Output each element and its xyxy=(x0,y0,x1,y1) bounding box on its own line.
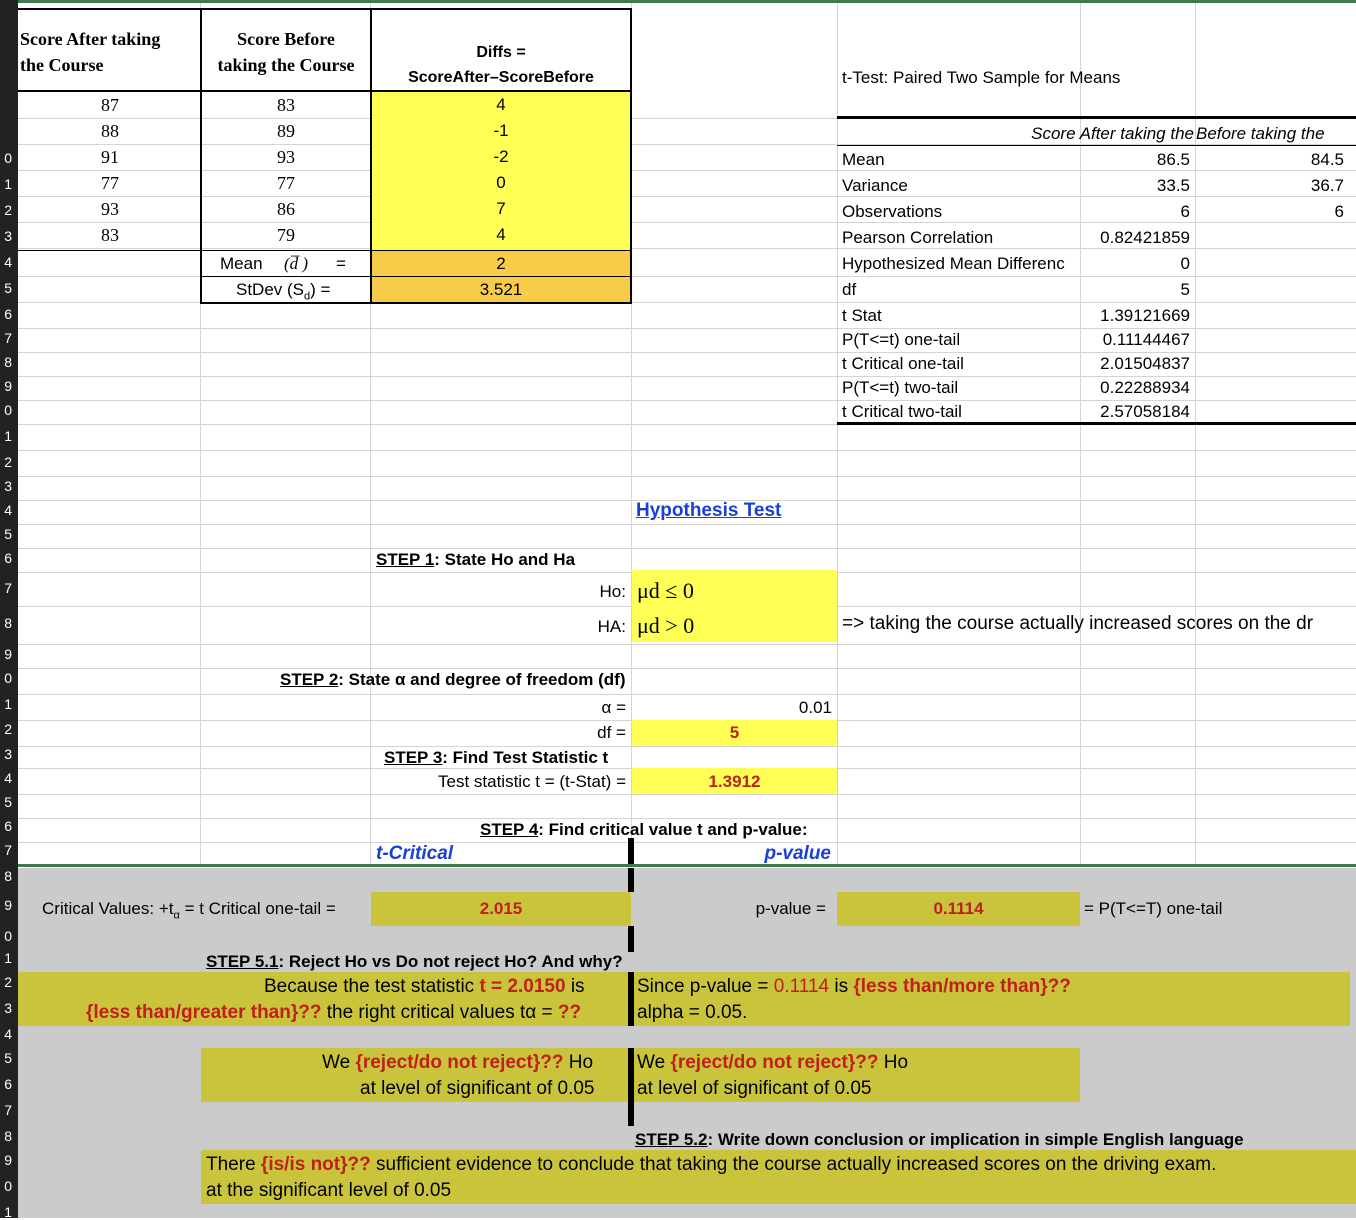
divider-seg-4 xyxy=(628,1048,634,1126)
row-number: 1 xyxy=(4,176,12,192)
divider-seg-1 xyxy=(628,868,634,892)
pval-label: p-value = xyxy=(755,899,826,918)
table-cell-diff: -2 xyxy=(493,147,509,166)
row-number: 8 xyxy=(4,1128,12,1144)
ttest-row-value1: 5 xyxy=(1180,280,1190,299)
ha-note: => taking the course actually increased scores on the dr xyxy=(842,613,1314,634)
row-number: 5 xyxy=(4,794,12,810)
tstat-label: Test statistic t = (t-Stat) = xyxy=(438,772,626,791)
row-number: 4 xyxy=(4,502,12,518)
ttest-row-label: P(T<=t) one-tail xyxy=(842,330,961,349)
ttest-row-value1: 33.5 xyxy=(1156,176,1190,195)
row-number: 6 xyxy=(4,550,12,566)
ttest-row-label: Variance xyxy=(842,176,908,195)
ttest-col1-header: Score After taking the xyxy=(1031,124,1194,143)
ho-label: Ho: xyxy=(599,582,626,601)
row-number: 2 xyxy=(4,974,12,990)
decision-right: We {reject/do not reject}?? Ho xyxy=(637,1052,909,1073)
decision-left: We {reject/do not reject}?? Ho xyxy=(322,1052,594,1073)
pval-note: = P(T<=T) one-tail xyxy=(1084,899,1223,918)
stdev-label: StDev $(S_d)$ = xyxy=(236,280,331,303)
since-line: Since p-value = 0.1114 is {less than/more than}?? xyxy=(637,976,1071,997)
row-number: 6 xyxy=(4,818,12,834)
ttest-row-value1: 2.01504837 xyxy=(1100,354,1190,373)
row-number: 8 xyxy=(4,354,12,370)
step51-heading: STEP 5.1: Reject Ho vs Do not reject Ho? And why? xyxy=(206,952,623,971)
table-cell-before: 79 xyxy=(277,225,295,245)
row-number: 2 xyxy=(4,454,12,470)
row-number: 4 xyxy=(4,254,12,270)
mean-eq: = xyxy=(336,254,346,273)
table-cell-diff: 4 xyxy=(496,95,506,114)
ttest-row-label: Hypothesized Mean Differenc xyxy=(842,254,1065,273)
row-number: 1 xyxy=(4,428,12,444)
ttest-row-value1: 1.39121669 xyxy=(1100,306,1190,325)
row-number: 7 xyxy=(4,1102,12,1118)
pvalue-heading: p-value xyxy=(764,843,831,864)
row-number: 0 xyxy=(4,1178,12,1194)
row-number: 8 xyxy=(4,615,12,631)
table-cell-after: 93 xyxy=(101,199,119,219)
table-summary-sep xyxy=(200,276,632,277)
step1-heading: STEP 1: State Ho and Ha xyxy=(376,550,576,569)
table-cell-diff: 4 xyxy=(496,225,506,244)
table-cell-after: 83 xyxy=(101,225,119,245)
table-cell-diff: 7 xyxy=(496,199,506,218)
row-number: 6 xyxy=(4,306,12,322)
step3-heading: STEP 3: Find Test Statistic t xyxy=(384,748,609,767)
table-top-border xyxy=(18,8,632,10)
header-before: Score Before taking the Course xyxy=(217,29,355,75)
table-cell-before: 77 xyxy=(277,173,295,193)
table-cell-after: 87 xyxy=(101,95,119,115)
crit-label: Critical Values: $+t_\alpha = t$ Critical one-tail = xyxy=(42,899,336,922)
conclusion-line: There {is/is not}?? sufficient evidence to conclude that taking the course actually increased scores on the driving exam. xyxy=(206,1154,1217,1175)
tcrit-heading: t-Critical xyxy=(376,843,454,864)
ttest-row-value1: 2.57058184 xyxy=(1100,402,1190,421)
ttest-col2-header: Before taking the xyxy=(1196,124,1325,143)
mean-symbol: (d̅ ) xyxy=(284,254,309,273)
row-number: 8 xyxy=(4,868,12,884)
ttest-title: t-Test: Paired Two Sample for Means xyxy=(842,68,1121,87)
ho-expression: μd ≤ 0 xyxy=(637,578,694,603)
row-number: 4 xyxy=(4,1026,12,1042)
table-cell-before: 86 xyxy=(277,199,295,219)
row-number: 7 xyxy=(4,580,12,596)
ttest-row-value1: 6 xyxy=(1180,202,1190,221)
crit-value: 2.015 xyxy=(479,899,523,918)
row-number: 5 xyxy=(4,280,12,296)
header-diffs: Diffs = ScoreAfter–ScoreBefore xyxy=(408,44,594,86)
table-cell-after: 91 xyxy=(101,147,119,167)
ttest-row-value1: 86.5 xyxy=(1156,150,1190,169)
ttest-row-label: t Critical two-tail xyxy=(842,402,962,421)
ttest-row-label: P(T<=t) two-tail xyxy=(842,378,959,397)
alpha-label: α = xyxy=(601,698,626,717)
ttest-row-value2: 36.7 xyxy=(1310,176,1344,195)
critical-compare-line: {less than/greater than}?? the right critical values tα = ?? xyxy=(86,1002,582,1023)
row-number: 4 xyxy=(4,770,12,786)
row-number: 7 xyxy=(4,842,12,858)
df-value: 5 xyxy=(729,723,740,742)
table-cell-after: 77 xyxy=(101,173,119,193)
table-cell-before: 89 xyxy=(277,121,295,141)
row-number: 1 xyxy=(4,1204,12,1220)
row-number: 9 xyxy=(4,646,12,662)
significance-line: at the significant level of 0.05 xyxy=(206,1180,452,1201)
ttest-row-value1: 0.22288934 xyxy=(1100,378,1190,397)
df-label: df = xyxy=(597,723,626,742)
top-frame xyxy=(18,0,1356,3)
row-number: 3 xyxy=(4,1000,12,1016)
ttest-row-label: Observations xyxy=(842,202,943,221)
ttest-row-label: Pearson Correlation xyxy=(842,228,994,247)
row-number: 7 xyxy=(4,330,12,346)
ttest-row-value2: 6 xyxy=(1334,202,1344,221)
ttest-row-label: t Critical one-tail xyxy=(842,354,964,373)
row-number: 0 xyxy=(4,670,12,686)
ha-expression: μd > 0 xyxy=(637,613,695,638)
row-number: 1 xyxy=(4,696,12,712)
ttest-row-label: df xyxy=(842,280,857,299)
row-number: 6 xyxy=(4,1076,12,1092)
divider-seg-3 xyxy=(628,972,634,1026)
table-rows-end xyxy=(18,250,632,251)
mean-label-cell xyxy=(202,252,370,276)
row-number: 3 xyxy=(4,478,12,494)
ttest-row-value1: 0.82421859 xyxy=(1100,228,1190,247)
stdev-value: 3.521 xyxy=(479,280,523,299)
ttest-row-value1: 0.11144467 xyxy=(1102,330,1190,349)
step4-heading: STEP 4: Find critical value t and p-value: xyxy=(480,820,808,839)
header-after: Score After taking the Course xyxy=(20,29,161,75)
row-number: 5 xyxy=(4,526,12,542)
alpha-line: alpha = 0.05. xyxy=(637,1002,748,1023)
decision-left-level: at level of significant of 0.05 xyxy=(360,1078,595,1099)
row-number: 9 xyxy=(4,378,12,394)
table-cell-diff: 0 xyxy=(496,173,506,192)
row-number: 3 xyxy=(4,228,12,244)
row-number: 5 xyxy=(4,1050,12,1066)
row-number: 2 xyxy=(4,202,12,218)
alpha-value: 0.01 xyxy=(798,698,832,717)
table-col-border-3 xyxy=(630,8,632,304)
row-number: 1 xyxy=(4,950,12,966)
table-cell-before: 93 xyxy=(277,147,295,167)
row-number: 0 xyxy=(4,928,12,944)
row-number: 3 xyxy=(4,746,12,762)
ttest-row-label: Mean xyxy=(842,150,885,169)
mean-label: Mean xyxy=(220,254,263,273)
ttest-row-value2: 84.5 xyxy=(1310,150,1344,169)
row-number: 9 xyxy=(4,1152,12,1168)
mean-value: 2 xyxy=(496,254,506,273)
divider-seg-2 xyxy=(628,926,634,952)
row-number: 9 xyxy=(4,897,12,913)
because-line: Because the test statistic t = 2.0150 is xyxy=(264,976,585,997)
row-number: 0 xyxy=(4,150,12,166)
row-number: 2 xyxy=(4,721,12,737)
hypothesis-test-link[interactable]: Hypothesis Test xyxy=(636,500,782,521)
row-number: 0 xyxy=(4,402,12,418)
decision-right-level: at level of significant of 0.05 xyxy=(637,1078,872,1099)
tstat-value: 1.3912 xyxy=(708,772,761,791)
step52-heading: STEP 5.2: Write down conclusion or implication in simple English language xyxy=(635,1130,1244,1149)
table-cell-before: 83 xyxy=(277,95,295,115)
table-cell-diff: -1 xyxy=(493,121,509,140)
step2-heading: STEP 2: State α and degree of freedom (df) xyxy=(280,670,626,689)
table-cell-after: 88 xyxy=(101,121,119,141)
ttest-top-border xyxy=(837,116,1356,119)
ttest-row-label: t Stat xyxy=(842,306,882,325)
ttest-row-value1: 0 xyxy=(1180,254,1190,273)
ha-label: HA: xyxy=(597,617,626,636)
pval-value: 0.1114 xyxy=(933,899,984,918)
